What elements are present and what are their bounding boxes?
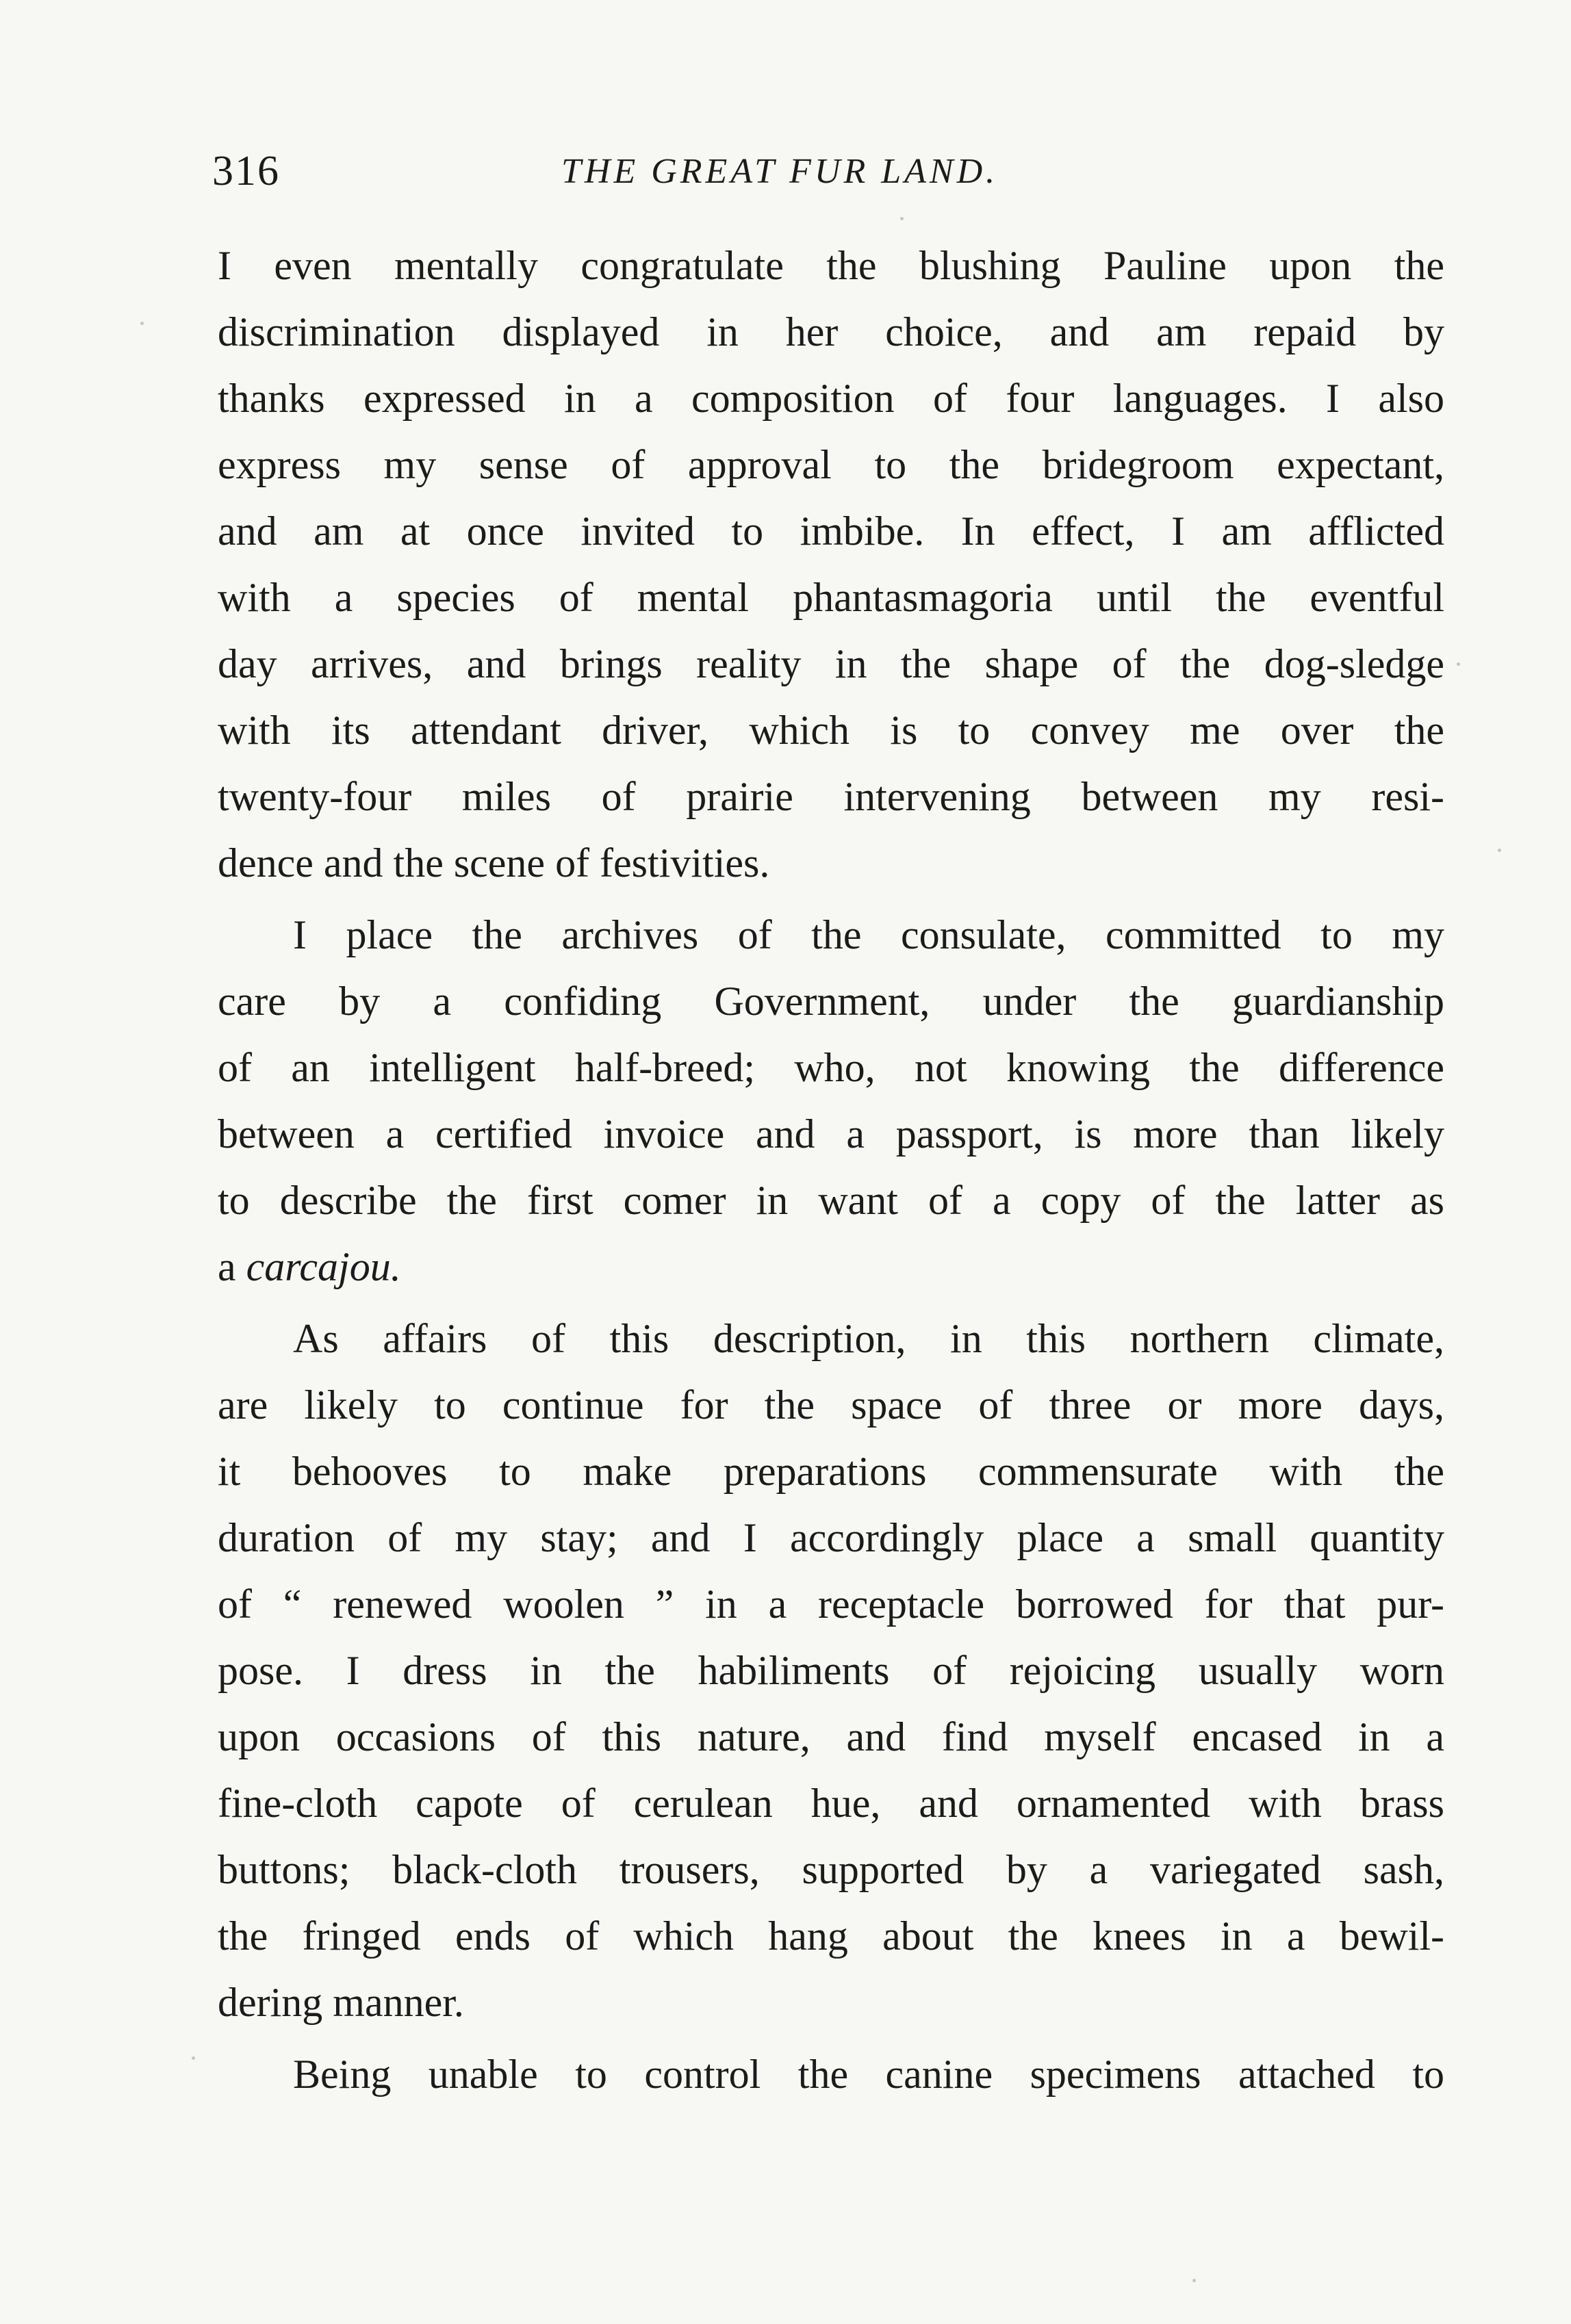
paragraph-first-line: Being unable to control the canine specimens attached to [293, 2052, 1444, 2097]
page-number: 316 [212, 148, 280, 194]
text-line: dering manner. [218, 1980, 464, 2025]
text-line: to describe the first comer in want of a copy of the latter as [218, 1178, 1444, 1223]
page-header [212, 147, 1438, 209]
paper-speck [900, 217, 904, 220]
paper-speck [140, 322, 144, 325]
text-line: are likely to continue for the space of three or more days, [218, 1382, 1444, 1428]
text-line: dence and the scene of festivities. [218, 840, 770, 886]
paper-speck [192, 2056, 195, 2060]
text-line: the fringed ends of which hang about the knees in a bewil- [218, 1913, 1444, 1959]
text-line: it behooves to make preparations commensurate with the [218, 1449, 1444, 1494]
text-line: duration of my stay; and I accordingly place a small quantity [218, 1515, 1444, 1560]
text-line: fine-cloth capote of cerulean hue, and ornamented with brass [218, 1781, 1444, 1826]
running-title: THE GREAT FUR LAND. [561, 152, 999, 191]
text-line: and am at once invited to imbibe. In effect, I am afflicted [218, 508, 1444, 554]
text-line: upon occasions of this nature, and find myself encased in a [218, 1714, 1444, 1759]
text-line: express my sense of approval to the bridegroom expectant, [218, 442, 1444, 487]
text-line: with a species of mental phantasmagoria until the eventful [218, 575, 1444, 620]
body-text [218, 233, 1444, 2108]
paragraph-first-line: As affairs of this description, in this northern climate, [293, 1316, 1444, 1361]
text-line: of “ renewed woolen ” in a receptacle borrowed for that pur- [218, 1581, 1444, 1627]
italic-word: carcajou. [246, 1244, 401, 1289]
text-line: day arrives, and brings reality in the shape of the dog-sledge [218, 641, 1444, 686]
text-line: between a certified invoice and a passport, is more than likely [218, 1111, 1444, 1157]
paper-speck [1457, 662, 1460, 666]
text-line: thanks expressed in a composition of four languages. I also [218, 376, 1444, 421]
text-line: of an intelligent half-breed; who, not knowing the difference [218, 1045, 1444, 1090]
paper-speck [1192, 2279, 1196, 2282]
text-line: twenty-four miles of prairie intervening between my resi- [218, 774, 1444, 819]
text-line: care by a confiding Government, under the guardianship [218, 979, 1444, 1024]
text-fragment: a [218, 1244, 246, 1289]
text-line: buttons; black-cloth trousers, supported by a variegated sash, [218, 1847, 1444, 1892]
paper-speck [1498, 849, 1501, 852]
text-line-with-italic [218, 1234, 1444, 1300]
text-line: discrimination displayed in her choice, and am repaid by [218, 309, 1444, 354]
text-line: I even mentally congratulate the blushing Pauline upon the [218, 243, 1444, 288]
text-line: pose. I dress in the habiliments of rejoicing usually worn [218, 1648, 1444, 1693]
text-line: with its attendant driver, which is to convey me over the [218, 708, 1444, 753]
paragraph-first-line: I place the archives of the consulate, committed to my [293, 912, 1444, 957]
